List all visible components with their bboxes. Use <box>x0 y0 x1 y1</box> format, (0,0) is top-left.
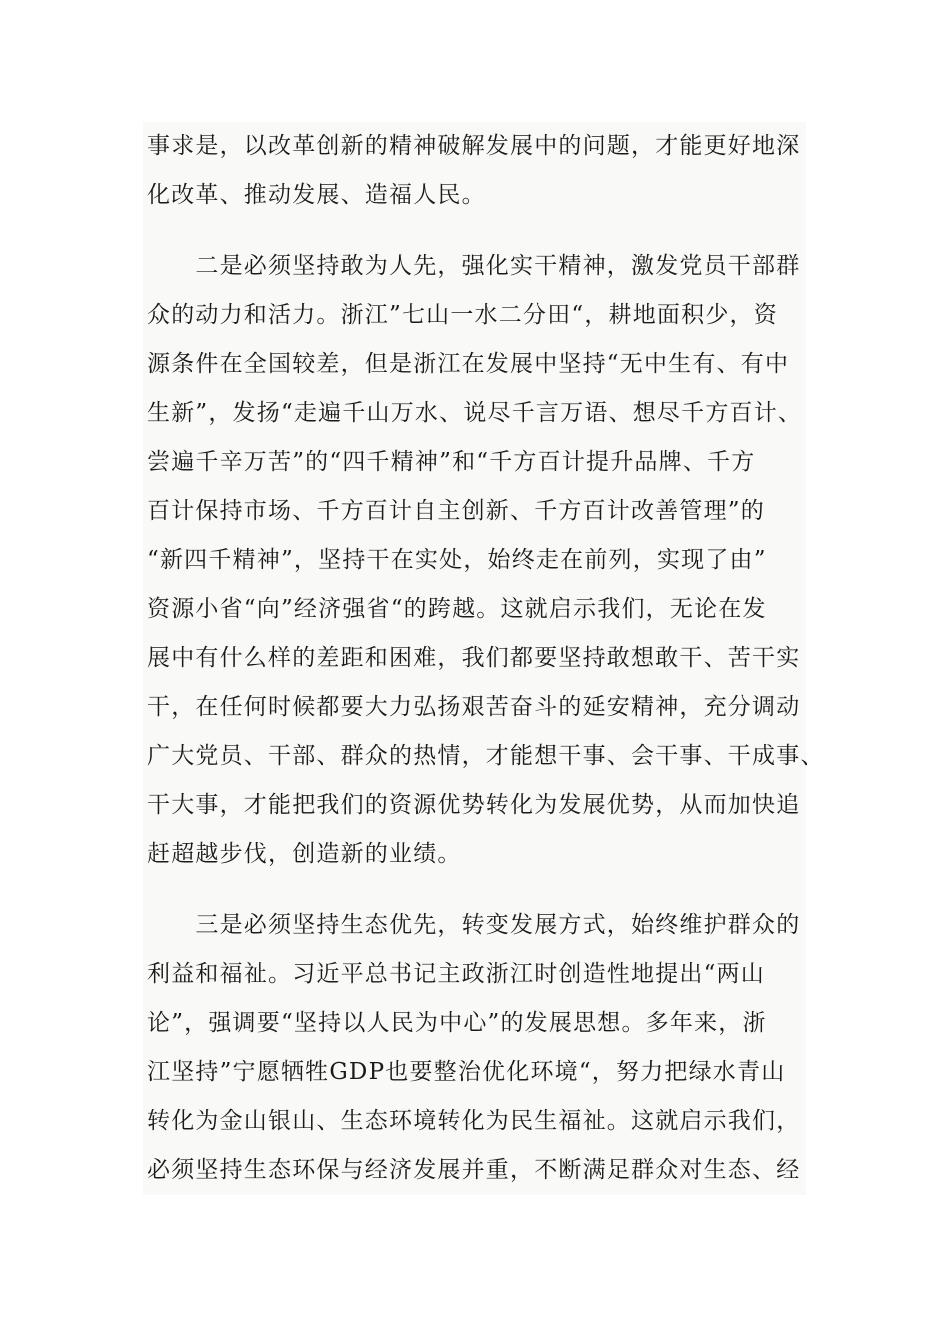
text-line: 源条件在全国较差，但是浙江在发展中坚持“无中生有、有中 <box>147 351 790 377</box>
text-line: 事求是，以改革创新的精神破解发展中的问题，才能更好地深 <box>147 133 801 159</box>
text-line: 众的动力和活力。浙江”七山一水二分田“，耕地面积少，资 <box>147 302 778 328</box>
text-line: “新四千精神”，坚持干在实处，始终走在前列，实现了由” <box>147 547 767 573</box>
text-line: 广大党员、干部、群众的热情，才能想干事、会干事、干成事、 <box>147 743 825 769</box>
text-line: 展中有什么样的差距和困难，我们都要坚持敢想敢干、苦干实 <box>147 645 801 671</box>
paragraph-gap <box>143 879 806 901</box>
text-line: 资源小省“向”经济强省“的跨越。这就启示我们，无论在发 <box>147 596 767 622</box>
paragraph-gap <box>143 220 806 242</box>
text-line: 江坚持”宁愿牺牲GDP也要整治优化环境“，努力把绿水青山 <box>147 1059 786 1085</box>
paragraph-3 <box>143 901 806 1195</box>
text-line: 尝遍千辛万苦”的“四千精神”和“千方百计提升品牌、千方 <box>147 449 756 475</box>
text-line: 化改革、推动发展、造福人民。 <box>147 182 486 208</box>
paragraph-2 <box>143 242 825 879</box>
document-body <box>143 122 825 1195</box>
text-line: 二是必须坚持敢为人先，强化实干精神，激发党员干部群 <box>147 253 801 279</box>
text-line: 百计保持市场、千方百计自主创新、千方百计改善管理”的 <box>147 498 765 524</box>
text-line: 三是必须坚持生态优先，转变发展方式，始终维护群众的 <box>147 912 801 938</box>
text-line: 生新”，发扬“走遍千山万水、说尽千言万语、想尽千方百计、 <box>147 400 803 426</box>
text-line: 干，在任何时候都要大力弘扬艰苦奋斗的延安精神，充分调动 <box>147 694 801 720</box>
text-line: 赶超越步伐，创造新的业绩。 <box>147 841 462 867</box>
text-line: 必须坚持生态环保与经济发展并重，不断满足群众对生态、经 <box>147 1157 801 1183</box>
text-line: 论”，强调要“坚持以人民为中心”的发展思想。多年来，浙 <box>147 1010 767 1036</box>
text-line: 转化为金山银山、生态环境转化为民生福祉。这就启示我们， <box>147 1108 801 1134</box>
text-line: 利益和福祉。习近平总书记主政浙江时创造性地提出“两山 <box>147 961 765 987</box>
text-line: 干大事，才能把我们的资源优势转化为发展优势，从而加快追 <box>147 792 801 818</box>
paragraph-1 <box>143 122 806 220</box>
